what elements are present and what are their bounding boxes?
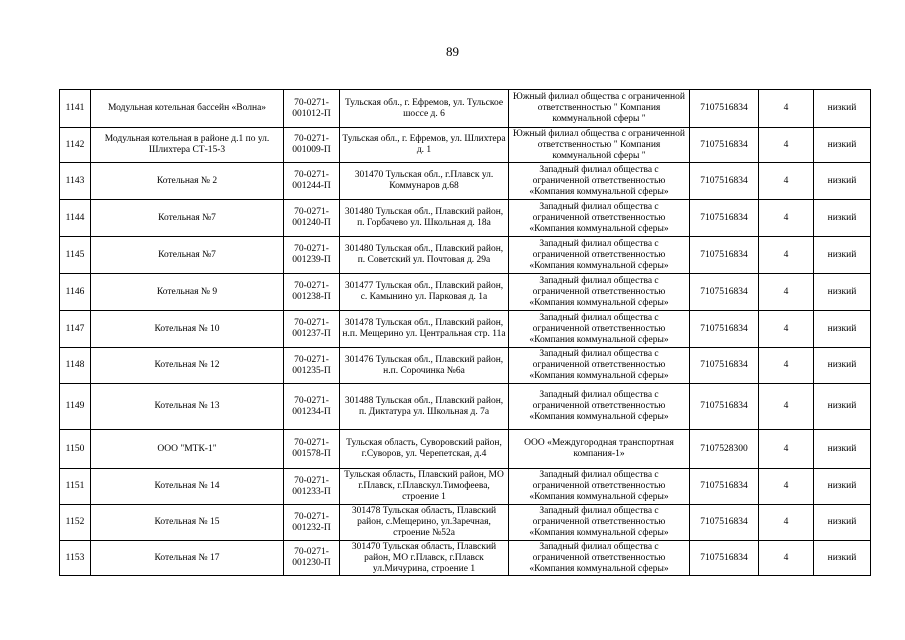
object-address-cell: Тульская область, Суворовский район, г.Суворов, ул. Черепетская, д.4 (340, 430, 509, 469)
object-address-cell: 301480 Тульская обл., Плавский район, п. Советский ул. Почтовая д. 29а (340, 237, 509, 274)
object-name-cell: Котельная № 13 (91, 384, 284, 430)
risk-level-cell: низкий (814, 237, 871, 274)
risk-level-cell: низкий (814, 163, 871, 200)
hazard-category-cell: 4 (759, 274, 814, 311)
operator-name-cell: Южный филиал общества с ограниченной ответственностью " Компания коммунальной сферы " (509, 128, 690, 163)
registry-code-cell: 70-0271-001237-П (284, 311, 340, 348)
registry-code-cell: 70-0271-001240-П (284, 200, 340, 237)
row-number-cell: 1142 (60, 128, 91, 163)
operator-name-cell: Западный филиал общества с ограниченной ответственностью «Компания коммунальной сферы» (509, 237, 690, 274)
operator-inn-cell: 7107516834 (690, 348, 759, 384)
object-address-cell: 301478 Тульская область, Плавский район, с.Мещерино, ул.Заречная, строение №52а (340, 505, 509, 541)
hazard-category-cell: 4 (759, 128, 814, 163)
row-number-cell: 1141 (60, 90, 91, 128)
hazard-category-cell: 4 (759, 90, 814, 128)
table-row (60, 311, 871, 348)
table-row (60, 200, 871, 237)
object-name-cell: ООО "МТК-1" (91, 430, 284, 469)
operator-name-cell: Западный филиал общества с ограниченной ответственностью «Компания коммунальной сферы» (509, 200, 690, 237)
object-address-cell: 301470 Тульская область, Плавский район, МО г.Плавск, г.Плавск ул.Мичурина, строение 1 (340, 541, 509, 576)
operator-name-cell: Западный филиал общества с ограниченной ответственностью «Компания коммунальной сферы» (509, 311, 690, 348)
hazard-category-cell: 4 (759, 469, 814, 505)
hazard-category-cell: 4 (759, 505, 814, 541)
table-row (60, 128, 871, 163)
registry-code-cell: 70-0271-001239-П (284, 237, 340, 274)
table-row (60, 237, 871, 274)
object-name-cell: Котельная № 10 (91, 311, 284, 348)
hazard-category-cell: 4 (759, 311, 814, 348)
hazard-category-cell: 4 (759, 163, 814, 200)
table-row (60, 384, 871, 430)
operator-name-cell: Западный филиал общества с ограниченной ответственностью «Компания коммунальной сферы» (509, 274, 690, 311)
risk-level-cell: низкий (814, 311, 871, 348)
operator-name-cell: ООО «Междугородная транспортная компания-1» (509, 430, 690, 469)
table-row (60, 163, 871, 200)
object-address-cell: 301476 Тульская обл., Плавский район, н.п. Сорочинка №6а (340, 348, 509, 384)
row-number-cell: 1150 (60, 430, 91, 469)
object-name-cell: Котельная № 15 (91, 505, 284, 541)
risk-level-cell: низкий (814, 505, 871, 541)
operator-name-cell: Южный филиал общества с ограниченной ответственностью " Компания коммунальной сферы " (509, 90, 690, 128)
table-row (60, 348, 871, 384)
table-row (60, 430, 871, 469)
table-row (60, 90, 871, 128)
row-number-cell: 1143 (60, 163, 91, 200)
registry-table-body (60, 90, 871, 576)
registry-code-cell: 70-0271-001009-П (284, 128, 340, 163)
operator-inn-cell: 7107516834 (690, 274, 759, 311)
object-address-cell: 301488 Тульская обл., Плавский район, п. Диктатура ул. Школьная д. 7а (340, 384, 509, 430)
operator-inn-cell: 7107516834 (690, 505, 759, 541)
object-name-cell: Котельная №7 (91, 200, 284, 237)
object-name-cell: Котельная № 2 (91, 163, 284, 200)
object-name-cell: Котельная № 12 (91, 348, 284, 384)
row-number-cell: 1152 (60, 505, 91, 541)
row-number-cell: 1153 (60, 541, 91, 576)
operator-inn-cell: 7107516834 (690, 90, 759, 128)
hazard-category-cell: 4 (759, 237, 814, 274)
operator-name-cell: Западный филиал общества с ограниченной ответственностью «Компания коммунальной сферы» (509, 541, 690, 576)
registry-code-cell: 70-0271-001578-П (284, 430, 340, 469)
row-number-cell: 1148 (60, 348, 91, 384)
table-row (60, 541, 871, 576)
table-row (60, 274, 871, 311)
risk-level-cell: низкий (814, 200, 871, 237)
object-name-cell: Котельная № 9 (91, 274, 284, 311)
registry-code-cell: 70-0271-001235-П (284, 348, 340, 384)
table-row (60, 469, 871, 505)
risk-level-cell: низкий (814, 128, 871, 163)
operator-inn-cell: 7107516834 (690, 541, 759, 576)
risk-level-cell: низкий (814, 384, 871, 430)
registry-code-cell: 70-0271-001234-П (284, 384, 340, 430)
risk-level-cell: низкий (814, 90, 871, 128)
operator-name-cell: Западный филиал общества с ограниченной ответственностью «Компания коммунальной сферы» (509, 505, 690, 541)
object-address-cell: 301478 Тульская обл., Плавский район, н.п. Мещерино ул. Центральная стр. 11а (340, 311, 509, 348)
risk-level-cell: низкий (814, 348, 871, 384)
object-name-cell: Котельная №7 (91, 237, 284, 274)
operator-inn-cell: 7107516834 (690, 311, 759, 348)
row-number-cell: 1151 (60, 469, 91, 505)
risk-level-cell: низкий (814, 274, 871, 311)
registry-code-cell: 70-0271-001230-П (284, 541, 340, 576)
operator-name-cell: Западный филиал общества с ограниченной ответственностью «Компания коммунальной сферы» (509, 384, 690, 430)
registry-code-cell: 70-0271-001233-П (284, 469, 340, 505)
operator-inn-cell: 7107516834 (690, 163, 759, 200)
registry-code-cell: 70-0271-001238-П (284, 274, 340, 311)
row-number-cell: 1147 (60, 311, 91, 348)
object-address-cell: 301470 Тульская обл., г.Плавск ул. Коммунаров д.68 (340, 163, 509, 200)
object-address-cell: Тульская обл., г. Ефремов, ул. Шлихтера д. 1 (340, 128, 509, 163)
object-address-cell: Тульская обл., г. Ефремов, ул. Тульское шоссе д. 6 (340, 90, 509, 128)
operator-inn-cell: 7107516834 (690, 237, 759, 274)
hazard-category-cell: 4 (759, 541, 814, 576)
operator-inn-cell: 7107516834 (690, 128, 759, 163)
registry-code-cell: 70-0271-001232-П (284, 505, 340, 541)
hazard-category-cell: 4 (759, 348, 814, 384)
registry-code-cell: 70-0271-001244-П (284, 163, 340, 200)
row-number-cell: 1146 (60, 274, 91, 311)
page-number: 89 (446, 44, 459, 59)
object-name-cell: Котельная № 17 (91, 541, 284, 576)
object-name-cell: Модульная котельная в районе д.1 по ул. Шлихтера СТ-15-3 (91, 128, 284, 163)
row-number-cell: 1145 (60, 237, 91, 274)
row-number-cell: 1149 (60, 384, 91, 430)
operator-name-cell: Западный филиал общества с ограниченной ответственностью «Компания коммунальной сферы» (509, 163, 690, 200)
operator-name-cell: Западный филиал общества с ограниченной ответственностью «Компания коммунальной сферы» (509, 348, 690, 384)
object-name-cell: Модульная котельная бассейн «Волна» (91, 90, 284, 128)
object-name-cell: Котельная № 14 (91, 469, 284, 505)
risk-level-cell: низкий (814, 469, 871, 505)
registry-table (59, 89, 871, 576)
risk-level-cell: низкий (814, 541, 871, 576)
operator-inn-cell: 7107516834 (690, 384, 759, 430)
row-number-cell: 1144 (60, 200, 91, 237)
object-address-cell: 301477 Тульская обл., Плавский район, с. Камынино ул. Парковая д. 1а (340, 274, 509, 311)
operator-inn-cell: 7107516834 (690, 469, 759, 505)
operator-inn-cell: 7107516834 (690, 200, 759, 237)
registry-code-cell: 70-0271-001012-П (284, 90, 340, 128)
object-address-cell: 301480 Тульская обл., Плавский район, п. Горбачево ул. Школьная д. 18а (340, 200, 509, 237)
table-row (60, 505, 871, 541)
hazard-category-cell: 4 (759, 384, 814, 430)
operator-inn-cell: 7107528300 (690, 430, 759, 469)
hazard-category-cell: 4 (759, 430, 814, 469)
object-address-cell: Тульская область, Плавский район, МО г.Плавск, г.Плавскул.Тимофеева, строение 1 (340, 469, 509, 505)
risk-level-cell: низкий (814, 430, 871, 469)
operator-name-cell: Западный филиал общества с ограниченной ответственностью «Компания коммунальной сферы» (509, 469, 690, 505)
hazard-category-cell: 4 (759, 200, 814, 237)
